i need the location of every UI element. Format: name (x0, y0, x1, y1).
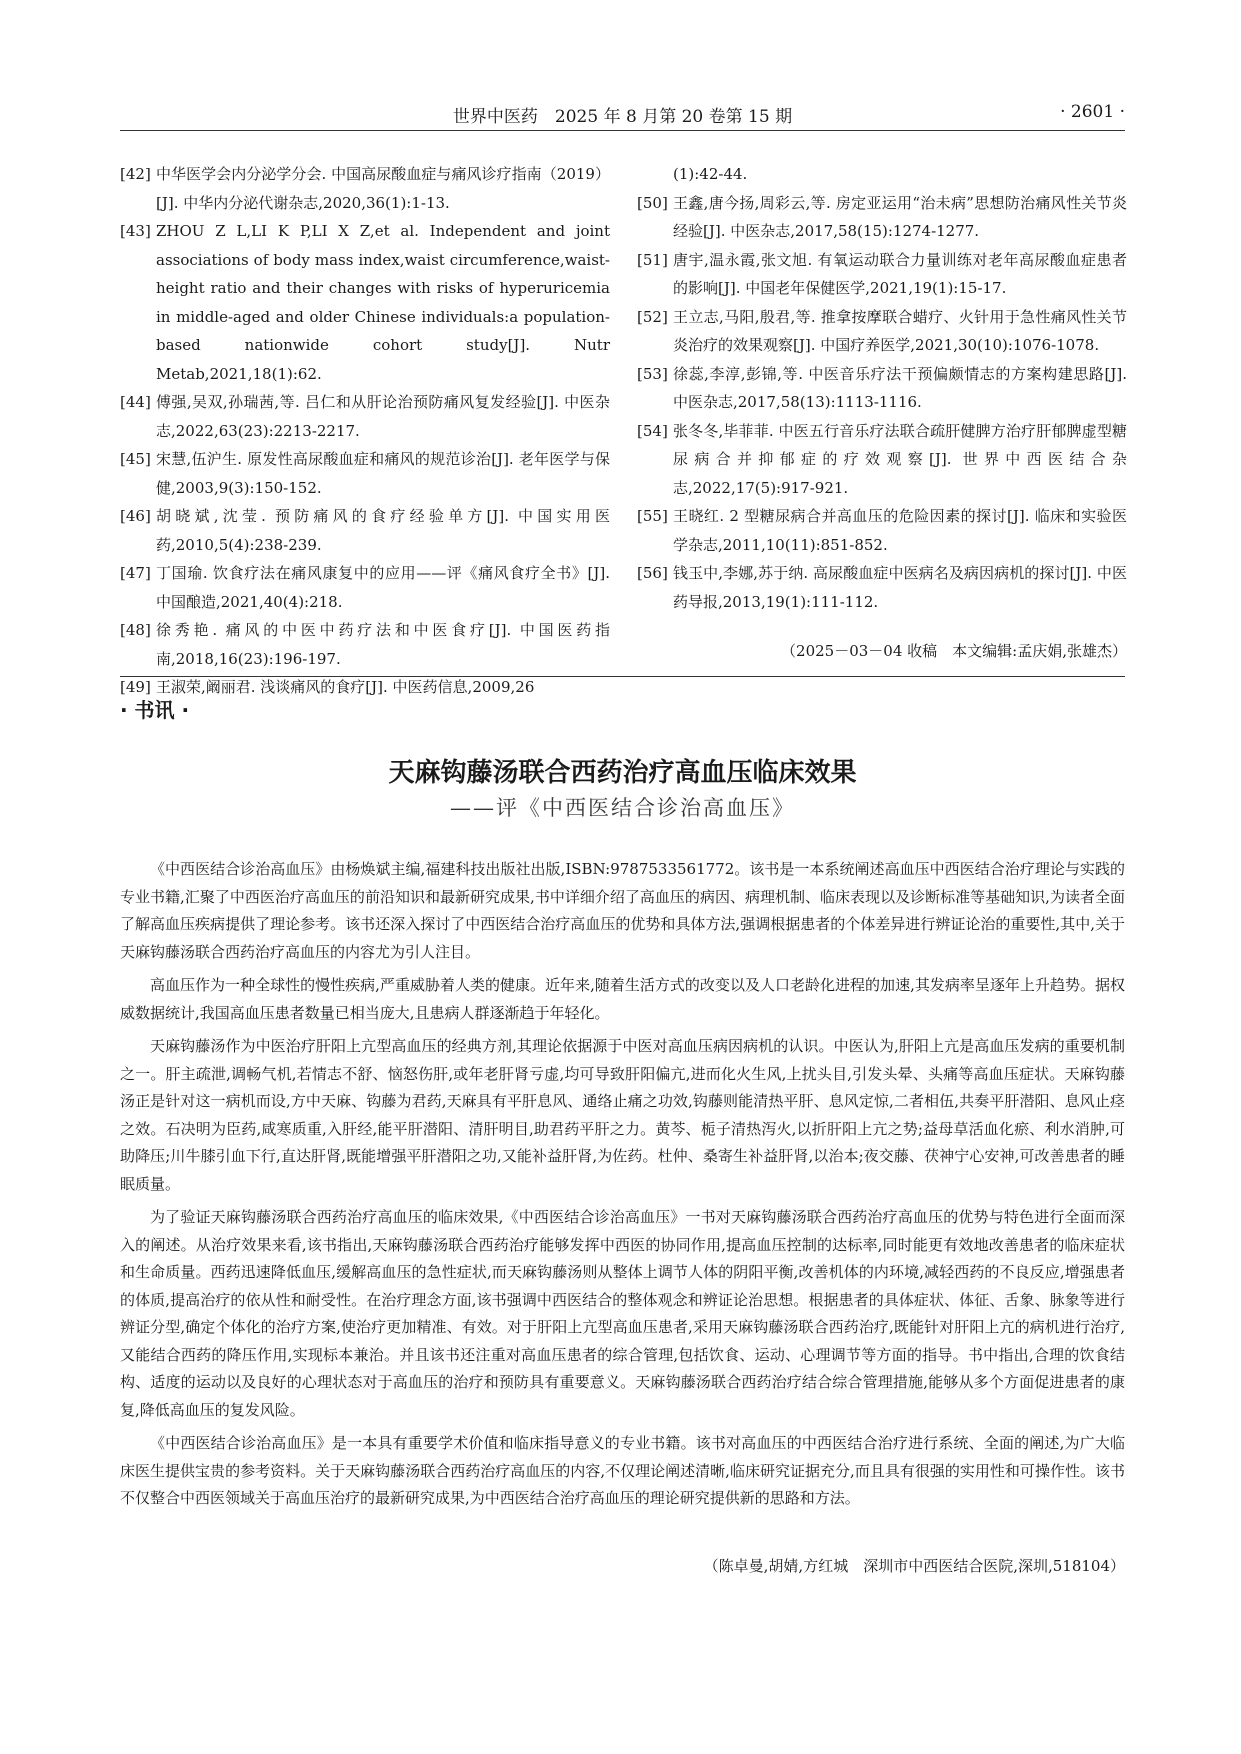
article-title: 天麻钩藤汤联合西药治疗高血压临床效果 (388, 758, 857, 788)
reference-number: [52] (637, 307, 668, 326)
article-subtitle: ——评《中西医结合诊治高血压》 (450, 796, 795, 820)
reference-text: 宋慧,伍沪生. 原发性高尿酸血症和痛风的规范诊治[J]. 老年医学与保健,2003,9(3):150-152. (156, 450, 610, 497)
author-signature: （陈卓曼,胡婧,方红城 深圳市中西医结合医院,深圳,518104） (703, 1557, 1125, 1575)
reference-number: [43] (120, 222, 151, 240)
reference-text: 张冬冬,毕菲菲. 中医五行音乐疗法联合疏肝健脾方治疗肝郁脾虚型糖尿病合并抑郁症的疗效观察[J]. 世界中西医结合杂志,2022,17(5):917-921. (673, 421, 1127, 497)
reference-item (637, 502, 1127, 559)
reference-number: [44] (120, 393, 151, 411)
reference-number: [42] (120, 165, 151, 183)
reference-number: [49] (120, 678, 151, 696)
reference-number: [55] (637, 507, 668, 525)
reference-item (637, 189, 1127, 246)
received-line: （2025－03－04 收稿 本文编辑:孟庆娟,张雄杰） (781, 642, 1127, 660)
reference-item (637, 559, 1127, 616)
reference-item (120, 559, 610, 616)
reference-text: 王立志,马阳,殷君,等. 推拿按摩联合蜡疗、火针用于急性痛风性关节炎治疗的效果观察[J]. 中国疗养医学,2021,30(10):1076-1078. (673, 307, 1127, 354)
reference-text: 徐蕊,李淳,彭锦,等. 中医音乐疗法干预偏颇情志的方案构建思路[J]. 中医杂志,2017,58(13):1113-1116. (673, 364, 1127, 411)
journal-issue: 世界中医药 2025 年 8 月第 20 卷第 15 期 (452, 107, 793, 127)
reference-text: 丁国瑜. 饮食疗法在痛风康复中的应用——评《痛风食疗全书》[J]. 中国酿造,2021,40(4):218. (156, 564, 610, 611)
reference-text: (1):42-44. (673, 165, 748, 183)
references-left-column (120, 160, 610, 702)
reference-item (120, 673, 610, 702)
body-paragraph: 高血压作为一种全球性的慢性疾病,严重威胁着人类的健康。近年来,随着生活方式的改变以及人口老龄化进程的加速,其发病率呈逐年上升趋势。据权威数据统计,我国高血压患者数量已相当庞大,且患病人群逐渐趋于年轻化。 (120, 976, 1125, 1022)
reference-text: ZHOU Z L,LI K P,LI X Z,et al. Independent and joint associations of body mass index,waist circumference,waist-height ratio and their changes with risks of hyperuricemia in middle-aged and older Chinese individuals:a population-based nationwide cohort study[J]. Nutr Metab,2021,18(1):62. (156, 222, 610, 383)
reference-text: 王淑荣,阚丽君. 浅谈痛风的食疗[J]. 中医药信息,2009,26 (156, 678, 535, 696)
reference-item (637, 160, 1127, 189)
section-label: · 书讯 · (120, 698, 190, 722)
section-divider (120, 676, 1125, 677)
reference-item (637, 360, 1127, 417)
reference-text: 中华医学会内分泌学分会. 中国高尿酸血症与痛风诊疗指南（2019）[J]. 中华内分泌代谢杂志,2020,36(1):1-13. (156, 165, 610, 212)
page-number: · 2601 · (1060, 102, 1125, 122)
running-header (120, 98, 1125, 131)
reference-text: 钱玉中,李娜,苏于纳. 高尿酸血症中医病名及病因病机的探讨[J]. 中医药导报,2013,19(1):111-112. (673, 564, 1127, 611)
reference-item (120, 160, 610, 217)
article-body (120, 856, 1125, 1519)
reference-text: 王鑫,唐今扬,周彩云,等. 房定亚运用“治未病”思想防治痛风性关节炎经验[J]. 中医杂志,2017,58(15):1274-1277. (673, 193, 1127, 240)
reference-number: [47] (120, 564, 151, 582)
reference-item (637, 417, 1127, 503)
reference-item (637, 246, 1127, 303)
reference-text: 胡晓斌,沈莹. 预防痛风的食疗经验单方[J]. 中国实用医药,2010,5(4):238-239. (156, 507, 610, 554)
reference-number: [53] (637, 364, 668, 383)
reference-item (120, 616, 610, 673)
reference-number: [46] (120, 507, 151, 525)
reference-text: 徐秀艳. 痛风的中医中药疗法和中医食疗[J]. 中国医药指南,2018,16(23):196-197. (156, 621, 610, 668)
reference-item (120, 445, 610, 502)
reference-number: [56] (637, 564, 668, 582)
reference-text: 王晓红. 2 型糖尿病合并高血压的危险因素的探讨[J]. 临床和实验医学杂志,2011,10(11):851-852. (673, 507, 1127, 554)
reference-text: 傅强,吴双,孙瑞茜,等. 吕仁和从肝论治预防痛风复发经验[J]. 中医杂志,2022,63(23):2213-2217. (156, 393, 610, 440)
reference-item (637, 303, 1127, 360)
reference-number: [51] (637, 250, 668, 269)
body-paragraph: 天麻钩藤汤作为中医治疗肝阳上亢型高血压的经典方剂,其理论依据源于中医对高血压病因病机的认识。中医认为,肝阳上亢是高血压发病的重要机制之一。肝主疏泄,调畅气机,若情志不舒、恼怒伤肝,或年老肝肾亏虚,均可导致肝阳偏亢,进而化火生风,上扰头目,引发头晕、头痛等高血压症状。天麻钩藤汤正是针对这一病机而设,方中天麻、钩藤为君药,天麻具有平肝息风、通络止痛之功效,钩藤则能清热平肝、息风定惊,二者相伍,共奏平肝潜阳、息风止痉之效。石决明为臣药,咸寒质重,入肝经,能平肝潜阳、清肝明目,助君药平肝之力。黄芩、栀子清热泻火,以折肝阳上亢之势;益母草活血化瘀、利水消肿,可助降压;川牛膝引血下行,直达肝肾,既能增强平肝潜阳之功,又能补益肝肾,为佐药。杜仲、桑寄生补益肝肾,以治本;夜交藤、茯神宁心安神,可改善患者的睡眠质量。 (120, 1037, 1125, 1193)
reference-item (120, 502, 610, 559)
reference-number: [45] (120, 450, 151, 468)
body-paragraph: 《中西医结合诊治高血压》由杨焕斌主编,福建科技出版社出版,ISBN:9787533561772。该书是一本系统阐述高血压中西医结合治疗理论与实践的专业书籍,汇聚了中西医治疗高血压的前沿知识和最新研究成果,书中详细介绍了高血压的病因、病理机制、临床表现以及诊断标准等基础知识,为读者全面了解高血压疾病提供了理论参考。该书还深入探讨了中西医结合治疗高血压的优势和具体方法,强调根据患者的个体差异进行辨证论治的重要性,其中,关于天麻钩藤汤联合西药治疗高血压的内容尤为引人注目。 (120, 860, 1125, 961)
reference-item (120, 217, 610, 388)
reference-number: [50] (637, 193, 668, 212)
reference-number: [48] (120, 621, 151, 639)
reference-item (120, 388, 610, 445)
body-paragraph: 为了验证天麻钩藤汤联合西药治疗高血压的临床效果,《中西医结合诊治高血压》一书对天麻钩藤汤联合西药治疗高血压的优势与特色进行全面而深入的阐述。从治疗效果来看,该书指出,天麻钩藤汤联合西药治疗能够发挥中西医的协同作用,提高血压控制的达标率,同时能更有效地改善患者的临床症状和生命质量。西药迅速降低血压,缓解高血压的急性症状,而天麻钩藤汤则从整体上调节人体的阴阳平衡,改善机体的内环境,减轻西药的不良反应,增强患者的体质,提高治疗的依从性和耐受性。在治疗理念方面,该书强调中西医结合的整体观念和辨证论治思想。根据患者的具体症状、体征、舌象、脉象等进行辨证分型,确定个体化的治疗方案,使治疗更加精准、有效。对于肝阳上亢型高血压患者,采用天麻钩藤汤联合西药治疗,既能针对肝阳上亢的病机进行治疗,又能结合西药的降压作用,实现标本兼治。并且该书还注重对高血压患者的综合管理,包括饮食、运动、心理调节等方面的指导。书中指出,合理的饮食结构、适度的运动以及良好的心理状态对于高血压的治疗和预防具有重要意义。天麻钩藤汤联合西药治疗结合综合管理措施,能够从多个方面促进患者的康复,降低高血压的复发风险。 (120, 1208, 1125, 1419)
reference-number: [54] (637, 421, 668, 440)
body-paragraph: 《中西医结合诊治高血压》是一本具有重要学术价值和临床指导意义的专业书籍。该书对高血压的中西医结合治疗进行系统、全面的阐述,为广大临床医生提供宝贵的参考资料。关于天麻钩藤汤联合西药治疗高血压的内容,不仅理论阐述清晰,临床研究证据充分,而且具有很强的实用性和可操作性。该书不仅整合中西医领域关于高血压治疗的最新研究成果,为中西医结合治疗高血压的理论研究提供新的思路和方法。 (120, 1434, 1125, 1507)
references-right-column (637, 160, 1127, 616)
reference-text: 唐宇,温永霞,张文旭. 有氧运动联合力量训练对老年高尿酸血症患者的影响[J]. 中国老年保健医学,2021,19(1):15-17. (673, 250, 1127, 297)
